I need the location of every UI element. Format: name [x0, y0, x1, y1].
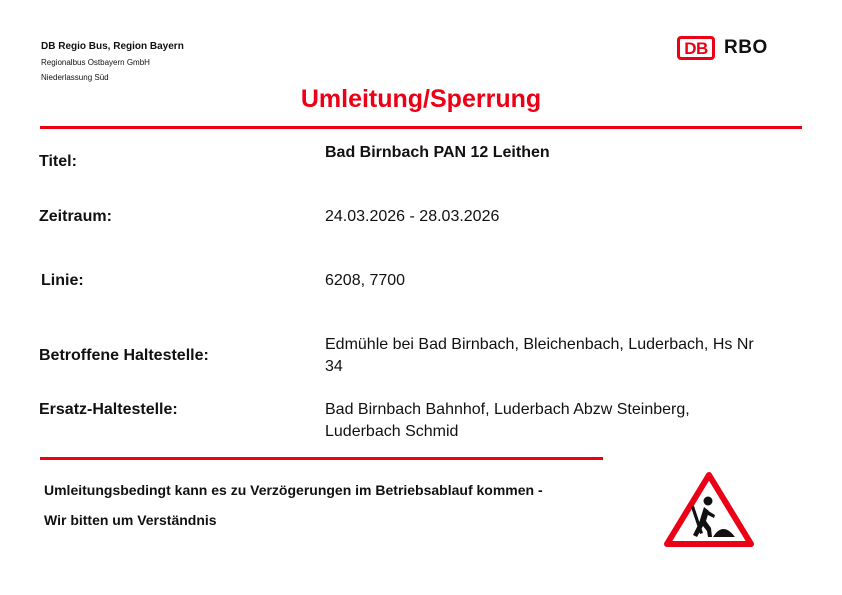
title-value: Bad Birnbach PAN 12 Leithen	[325, 144, 550, 161]
affected-stop-line-2: 34	[325, 358, 343, 375]
period-value: 24.03.2026 - 28.03.2026	[325, 208, 500, 225]
subsidiary-name: Regionalbus Ostbayern GmbH	[41, 58, 150, 67]
affected-stop-line-1: Edmühle bei Bad Birnbach, Bleichenbach, Luderbach, Hs Nr	[325, 336, 754, 353]
title-label: Titel:	[39, 153, 77, 170]
db-rbo-logo	[677, 36, 768, 60]
roadworks-warning-icon	[663, 471, 755, 554]
replacement-stop-line-1: Bad Birnbach Bahnhof, Luderbach Abzw Steinberg,	[325, 401, 690, 418]
notice-line-1: Umleitungsbedingt kann es zu Verzögerungen im Betriebsablauf kommen -	[44, 482, 543, 498]
period-label: Zeitraum:	[39, 208, 112, 225]
line-value: 6208, 7700	[325, 272, 406, 289]
replacement-stop-line-2: Luderbach Schmid	[325, 423, 459, 440]
replacement-stop-value	[325, 399, 805, 443]
rbo-logo-text: RBO	[724, 37, 768, 58]
company-name: DB Regio Bus, Region Bayern	[41, 41, 184, 52]
branch-name: Niederlassung Süd	[41, 73, 109, 82]
notice-line-2: Wir bitten um Verständnis	[44, 512, 217, 528]
affected-stop-value	[325, 334, 805, 378]
notice-divider	[40, 457, 603, 460]
affected-stop-label: Betroffene Haltestelle:	[39, 347, 209, 364]
line-label: Linie:	[41, 272, 84, 289]
replacement-stop-label: Ersatz-Haltestelle:	[39, 401, 178, 418]
title-divider	[40, 126, 802, 129]
page-title: Umleitung/Sperrung	[300, 85, 542, 113]
db-logo: DB	[677, 36, 715, 60]
